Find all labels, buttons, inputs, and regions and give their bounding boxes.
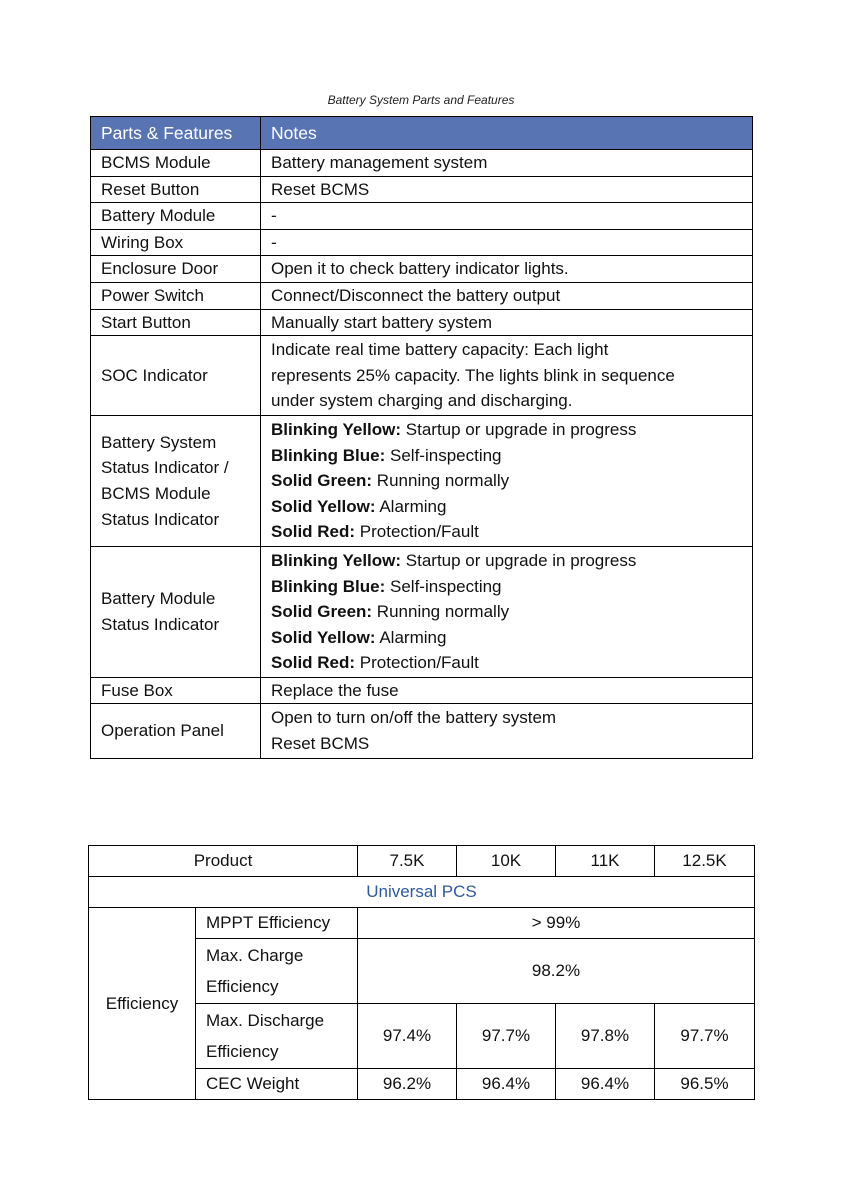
spec-label-line: Max. Charge — [206, 946, 304, 965]
spec-label-line: Max. Discharge — [206, 1011, 325, 1030]
part-line: Battery System — [101, 432, 217, 452]
table-row — [91, 309, 753, 336]
part-line: Battery Module — [101, 589, 216, 609]
spec-label — [196, 1004, 358, 1069]
header-parts-features: Parts & Features — [91, 117, 261, 150]
status-desc: Self-inspecting — [385, 576, 502, 596]
spec-table — [88, 845, 755, 1100]
part-cell: Fuse Box — [91, 677, 261, 704]
status-label: Solid Green: — [271, 602, 373, 622]
spec-label — [196, 939, 358, 1004]
part-cell: Battery Module — [91, 203, 261, 230]
status-desc: Running normally — [372, 602, 510, 622]
part-line: Status Indicator / — [101, 458, 229, 478]
spec-header-row — [89, 846, 755, 877]
model-cell: 12.5K — [655, 846, 755, 877]
note-cell — [261, 704, 753, 758]
header-notes: Notes — [261, 117, 753, 150]
status-desc: Startup or upgrade in progress — [401, 419, 637, 439]
product-label: Product — [89, 846, 358, 877]
table-row — [91, 282, 753, 309]
status-desc: Alarming — [375, 627, 447, 647]
note-line: Reset BCMS — [271, 734, 370, 754]
table-row — [91, 677, 753, 704]
status-label: Solid Green: — [271, 471, 373, 491]
model-cell: 10K — [457, 846, 556, 877]
table-row-soc — [91, 336, 753, 416]
part-cell: Reset Button — [91, 176, 261, 203]
note-cell — [261, 546, 753, 677]
section-title: Universal PCS — [89, 877, 755, 908]
note-cell — [261, 415, 753, 546]
note-line: under system charging and discharging. — [271, 391, 573, 411]
part-cell — [91, 415, 261, 546]
status-desc: Self-inspecting — [385, 445, 502, 465]
spec-row-mppt — [89, 908, 755, 939]
part-cell: SOC Indicator — [91, 336, 261, 416]
note-cell: Manually start battery system — [261, 309, 753, 336]
spec-label: MPPT Efficiency — [196, 908, 358, 939]
part-cell: BCMS Module — [91, 150, 261, 177]
status-line — [271, 625, 742, 651]
spec-value: 96.2% — [358, 1069, 457, 1100]
table-row — [91, 176, 753, 203]
spec-label-line: Efficiency — [206, 1042, 279, 1061]
note-cell: - — [261, 229, 753, 256]
status-line — [271, 494, 742, 520]
spec-value: 97.7% — [655, 1004, 755, 1069]
note-cell: - — [261, 203, 753, 230]
spec-value: 96.5% — [655, 1069, 755, 1100]
note-cell: Battery management system — [261, 150, 753, 177]
status-line — [271, 599, 742, 625]
part-cell — [91, 546, 261, 677]
status-line — [271, 548, 742, 574]
table-row — [91, 203, 753, 230]
status-label: Blinking Yellow: — [271, 419, 402, 439]
table-caption: Battery System Parts and Features — [327, 93, 515, 107]
table-row — [91, 150, 753, 177]
spec-value: 96.4% — [457, 1069, 556, 1100]
status-desc: Alarming — [375, 496, 447, 516]
status-line — [271, 468, 742, 494]
note-cell: Replace the fuse — [261, 677, 753, 704]
part-line: Status Indicator — [101, 509, 220, 529]
status-line — [271, 650, 742, 676]
model-cell: 11K — [556, 846, 655, 877]
spec-label-line: Efficiency — [206, 977, 279, 996]
spec-value: > 99% — [358, 908, 755, 939]
part-cell: Enclosure Door — [91, 256, 261, 283]
table-row — [91, 229, 753, 256]
parts-features-table — [90, 116, 753, 759]
status-label: Solid Yellow: — [271, 496, 376, 516]
status-desc: Protection/Fault — [355, 522, 479, 542]
status-label: Solid Red: — [271, 522, 356, 542]
status-label: Blinking Blue: — [271, 576, 386, 596]
efficiency-group-label: Efficiency — [89, 908, 196, 1100]
part-cell: Power Switch — [91, 282, 261, 309]
note-cell: Reset BCMS — [261, 176, 753, 203]
part-line: BCMS Module — [101, 483, 211, 503]
status-label: Solid Red: — [271, 653, 356, 673]
model-cell: 7.5K — [358, 846, 457, 877]
part-cell: Wiring Box — [91, 229, 261, 256]
status-desc: Running normally — [372, 471, 510, 491]
spec-value: 97.7% — [457, 1004, 556, 1069]
table-row-operation — [91, 704, 753, 758]
status-desc: Protection/Fault — [355, 653, 479, 673]
status-label: Solid Yellow: — [271, 627, 376, 647]
spec-value: 98.2% — [358, 939, 755, 1004]
status-label: Blinking Yellow: — [271, 550, 402, 570]
status-line — [271, 443, 742, 469]
status-line — [271, 574, 742, 600]
note-line: Indicate real time battery capacity: Each light — [271, 340, 609, 360]
part-cell: Operation Panel — [91, 704, 261, 758]
spec-value: 97.4% — [358, 1004, 457, 1069]
status-line — [271, 417, 742, 443]
status-label: Blinking Blue: — [271, 445, 386, 465]
table-header-row — [91, 117, 753, 150]
note-line: represents 25% capacity. The lights blink in sequence — [271, 365, 675, 385]
table-row-system-status — [91, 415, 753, 546]
section-row — [89, 877, 755, 908]
part-cell: Start Button — [91, 309, 261, 336]
spec-value: 96.4% — [556, 1069, 655, 1100]
status-desc: Startup or upgrade in progress — [401, 550, 637, 570]
spec-value: 97.8% — [556, 1004, 655, 1069]
spec-label: CEC Weight — [196, 1069, 358, 1100]
note-cell: Connect/Disconnect the battery output — [261, 282, 753, 309]
table-row — [91, 256, 753, 283]
status-line — [271, 519, 742, 545]
note-line: Open to turn on/off the battery system — [271, 708, 557, 728]
part-line: Status Indicator — [101, 614, 220, 634]
note-cell — [261, 336, 753, 416]
table-row-module-status — [91, 546, 753, 677]
note-cell: Open it to check battery indicator lights. — [261, 256, 753, 283]
